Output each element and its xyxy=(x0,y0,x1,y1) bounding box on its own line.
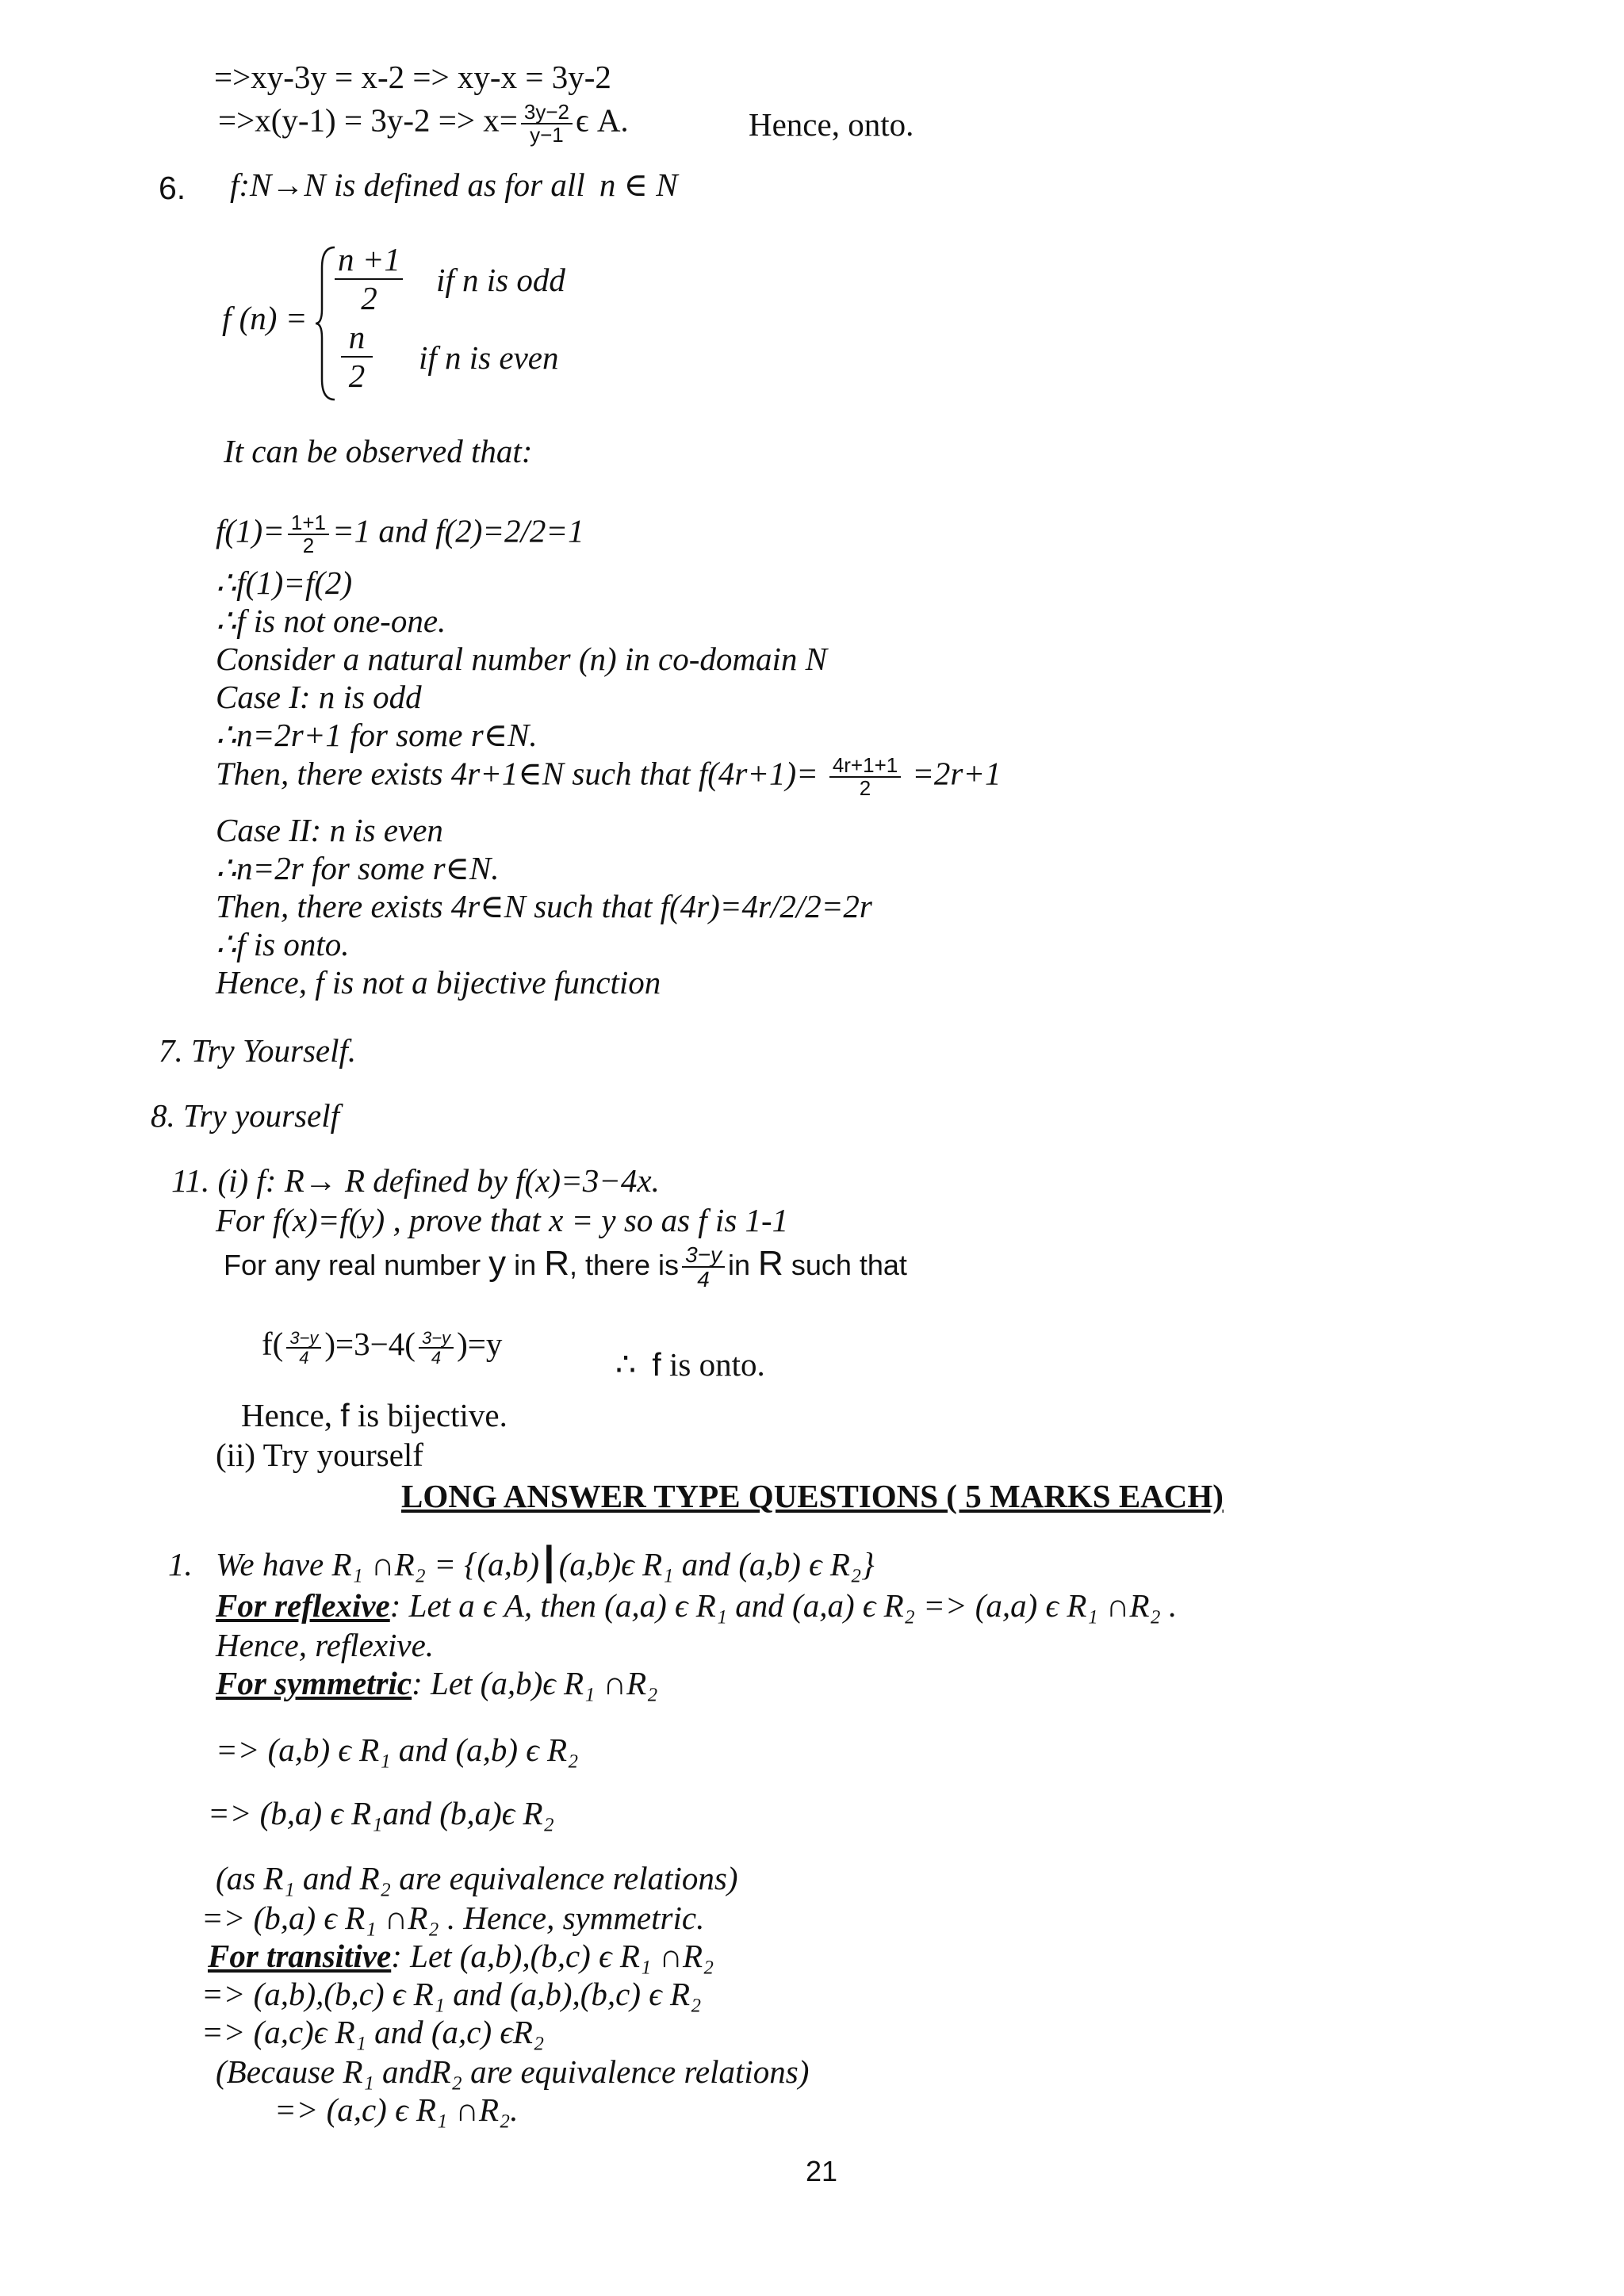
transitive-line xyxy=(208,1938,714,1975)
symmetric-conclusion: => (b,a) ϵ R₁ ∩R₂ . Hence, symmetric. xyxy=(201,1900,705,1936)
symmetric-line xyxy=(216,1665,657,1702)
onto-R-2: R xyxy=(758,1243,783,1283)
onto-text-4: in xyxy=(728,1248,751,1281)
onto-y: y xyxy=(488,1243,507,1283)
fraction-denominator: y−1 xyxy=(530,123,564,147)
line-not-bijective: Hence, f is not a bijective function xyxy=(216,964,661,1001)
derivation-line-1: =>xy-3y = x-2 => xy-x = 3y-2 xyxy=(214,59,611,95)
fraction-verify-1 xyxy=(286,1329,321,1367)
fraction-denominator: 2 xyxy=(302,534,315,558)
line-case-2: Case II: n is even xyxy=(216,812,443,848)
question-11-part-i: 11. (i) f: R→ R defined by f(x)=3−4x. xyxy=(171,1162,660,1199)
fraction-numerator: 3−y xyxy=(286,1329,321,1349)
question-6-statement: f:N→N is defined as for all xyxy=(230,166,585,203)
f1-suffix: =1 and f(2)=2/2=1 xyxy=(331,512,584,549)
long-answer-1-intro: We have R₁ ∩R₂ = {(a,b)┃(a,b)ϵ R₁ and (a,b) ϵ R₂} xyxy=(216,1546,875,1582)
line-f1-equals-f2: ∴f(1)=f(2) xyxy=(216,564,353,601)
transitive-label: For transitive xyxy=(208,1938,392,1974)
line-exists-4r: Then, there exists 4r∈N such that f(4r)=4r/2/2=2r xyxy=(216,888,872,924)
f1-prefix: f(1)= xyxy=(216,512,285,549)
onto-text-2: in xyxy=(514,1248,537,1281)
question-6-text xyxy=(230,166,678,204)
fraction-3-minus-y xyxy=(682,1243,725,1292)
line-not-one-one: ∴f is not one-one. xyxy=(216,603,446,639)
onto-text-5: such that xyxy=(791,1248,907,1281)
case-2-denominator: 2 xyxy=(348,358,366,395)
case-2-condition: if n is even xyxy=(419,339,559,376)
fraction-numerator: 3y−2 xyxy=(521,101,573,124)
reflexive-label: For reflexive xyxy=(216,1587,390,1624)
reflexive-conclusion: Hence, reflexive. xyxy=(216,1627,435,1663)
exists-4r1-result: =2r+1 xyxy=(912,755,1002,792)
symmetric-text: : Let (a,b)ϵ R₁ ∩R₂ xyxy=(412,1665,658,1701)
case-1-fraction xyxy=(333,241,405,317)
symmetric-label: For symmetric xyxy=(216,1665,412,1701)
transitive-reason: (Because R₁ andR₂ are equivalence relations) xyxy=(216,2053,810,2090)
transitive-conclusion: => (a,c) ϵ R₁ ∩R₂. xyxy=(274,2091,519,2128)
question-11-part-ii: (ii) Try yourself xyxy=(216,1437,423,1473)
fraction-4r1 xyxy=(829,755,901,800)
question-11-verification xyxy=(262,1326,502,1367)
line-n-even: ∴n=2r for some r∈N. xyxy=(216,850,500,886)
page-number: 21 xyxy=(806,2155,838,2187)
derivation-line-2 xyxy=(218,101,629,147)
transitive-step-1: => (a,b),(b,c) ϵ R₁ and (a,b),(b,c) ϵ R₂ xyxy=(201,1976,702,2012)
fraction-numerator: 1+1 xyxy=(288,512,329,535)
bijective-suffix: is bijective. xyxy=(357,1397,508,1433)
fraction-x xyxy=(521,101,573,147)
long-answer-number-1: 1. xyxy=(168,1546,193,1582)
line-f-onto: ∴f is onto. xyxy=(216,926,350,962)
case-1-condition: if n is odd xyxy=(436,262,565,298)
question-11-onto-conclusion xyxy=(615,1346,765,1383)
onto-R: R xyxy=(544,1243,569,1283)
transitive-text: : Let (a,b),(b,c) ϵ R₁ ∩R₂ xyxy=(391,1938,714,1974)
verify-prefix: f( xyxy=(262,1326,284,1362)
bijective-prefix: Hence, xyxy=(241,1397,332,1433)
question-8: 8. Try yourself xyxy=(151,1097,340,1134)
symmetric-reason: (as R₁ and R₂ are equivalence relations) xyxy=(216,1860,738,1896)
onto-text-1: For any real number xyxy=(224,1248,481,1281)
exists-4r1-text: Then, there exists 4r+1∈N such that f(4r+1)= xyxy=(216,755,818,792)
line-consider-n: Consider a natural number (n) in co-domain N xyxy=(216,641,827,677)
fraction-denominator: 4 xyxy=(299,1347,309,1368)
derivation-line-2-text: =>x(y-1) = 3y-2 => x= xyxy=(218,101,518,139)
case-1-numerator: n +1 xyxy=(338,241,400,277)
symmetric-step-2: => (b,a) ϵ R₁and (b,a)ϵ R₂ xyxy=(208,1795,554,1831)
section-heading: LONG ANSWER TYPE QUESTIONS ( 5 MARKS EACH) xyxy=(401,1478,1224,1514)
case-2-numerator: n xyxy=(348,319,366,355)
reflexive-text: : Let a ϵ A, then (a,a) ϵ R₁ and (a,a) ϵ R₂ => (a,a) ϵ R₁ ∩R₂ . xyxy=(389,1587,1178,1624)
question-number-6: 6. xyxy=(159,170,186,206)
fraction-denominator: 4 xyxy=(431,1347,442,1368)
bijective-f: f xyxy=(340,1397,350,1433)
hence-onto: Hence, onto. xyxy=(749,106,914,143)
question-11-onto-line xyxy=(224,1243,907,1292)
question-7: 7. Try Yourself. xyxy=(159,1032,357,1069)
fraction-denominator: 4 xyxy=(697,1267,710,1292)
onto-f: f xyxy=(652,1346,661,1383)
fraction-denominator: 2 xyxy=(859,776,871,801)
observation-text: It can be observed that: xyxy=(224,433,533,469)
question-11-hint: For f(x)=f(y) , prove that x = y so as f is 1-1 xyxy=(216,1202,789,1238)
onto-text-3: , there is xyxy=(569,1248,680,1281)
case-2-fraction xyxy=(341,319,373,395)
reflexive-line xyxy=(216,1587,1177,1624)
line-case-1: Case I: n is odd xyxy=(216,679,422,715)
therefore-icon: ∴ xyxy=(615,1346,637,1383)
verify-middle: )=3−4( xyxy=(324,1326,416,1362)
question-6-domain: n ∈ N xyxy=(599,166,678,203)
fraction-numerator: 3−y xyxy=(419,1329,454,1349)
symmetric-step-1: => (a,b) ϵ R₁ and (a,b) ϵ R₂ xyxy=(216,1732,579,1768)
transitive-step-2: => (a,c)ϵ R₁ and (a,c) ϵR₂ xyxy=(201,2014,545,2050)
line-exists-4r1 xyxy=(216,755,1002,800)
verify-suffix: )=y xyxy=(457,1326,503,1362)
line-n-odd: ∴n=2r+1 for some r∈N. xyxy=(216,717,538,753)
fraction-numerator: 4r+1+1 xyxy=(829,755,901,778)
f1-line xyxy=(216,512,584,557)
derivation-line-2-membership: ϵ A. xyxy=(575,101,629,139)
fraction-numerator: 3−y xyxy=(682,1243,725,1268)
function-label: f (n) = xyxy=(222,300,308,336)
fraction-f1 xyxy=(288,512,329,557)
case-1-denominator: 2 xyxy=(361,280,377,317)
fraction-verify-2 xyxy=(419,1329,454,1367)
question-11-bijective xyxy=(241,1397,508,1434)
onto-conclusion-text: is onto. xyxy=(669,1346,765,1383)
